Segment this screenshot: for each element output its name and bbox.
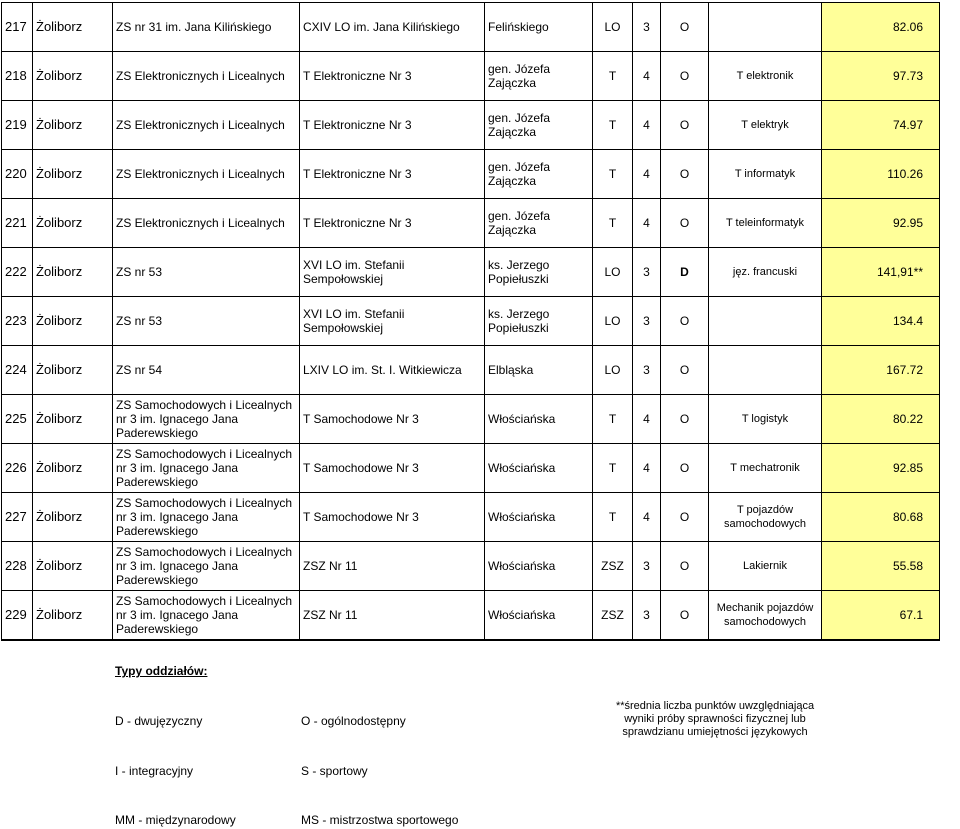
legend-note: **średnia liczba punktów uwzględniająca wyniki próby sprawności fizycznej lub sprawdzianu umiejętności językowych [615, 700, 815, 738]
street-cell: ks. Jerzego Popiełuszki [485, 297, 593, 346]
district-cell: Żoliborz [33, 248, 113, 297]
school-cell: ZS Elektronicznych i Licealnych [113, 101, 300, 150]
district-cell: Żoliborz [33, 493, 113, 542]
row-number: 222 [2, 248, 33, 297]
score-cell: 167.72 [822, 346, 940, 395]
score-cell: 97.73 [822, 52, 940, 101]
type-cell: T [593, 150, 633, 199]
type-cell: LO [593, 248, 633, 297]
unit-cell: ZSZ Nr 11 [300, 591, 485, 641]
years-cell: 4 [633, 52, 661, 101]
score-cell: 80.68 [822, 493, 940, 542]
table-row [2, 248, 940, 297]
score-cell: 141,91** [822, 248, 940, 297]
unit-cell: T Elektroniczne Nr 3 [300, 52, 485, 101]
row-number: 219 [2, 101, 33, 150]
specialization-cell: T mechatronik [709, 444, 822, 493]
table-row [2, 591, 940, 641]
years-cell: 4 [633, 493, 661, 542]
type-cell: ZSZ [593, 591, 633, 641]
school-cell: ZS nr 53 [113, 297, 300, 346]
specialization-cell: T elektryk [709, 101, 822, 150]
score-cell: 134.4 [822, 297, 940, 346]
unit-cell: T Samochodowe Nr 3 [300, 493, 485, 542]
school-cell: ZS nr 54 [113, 346, 300, 395]
unit-cell: T Samochodowe Nr 3 [300, 395, 485, 444]
years-cell: 3 [633, 346, 661, 395]
street-cell: Włościańska [485, 395, 593, 444]
table-row [2, 297, 940, 346]
street-cell: gen. Józefa Zajączka [485, 150, 593, 199]
specialization-cell: Lakiernik [709, 542, 822, 591]
street-cell: Włościańska [485, 493, 593, 542]
kind-cell: O [661, 542, 709, 591]
district-cell: Żoliborz [33, 3, 113, 52]
school-cell: ZS nr 53 [113, 248, 300, 297]
row-number: 229 [2, 591, 33, 641]
type-cell: ZSZ [593, 542, 633, 591]
row-number: 228 [2, 542, 33, 591]
row-number: 226 [2, 444, 33, 493]
kind-cell: O [661, 150, 709, 199]
table-row [2, 52, 940, 101]
score-cell: 92.95 [822, 199, 940, 248]
years-cell: 3 [633, 3, 661, 52]
district-cell: Żoliborz [33, 199, 113, 248]
legend-s: S - sportowy [301, 764, 368, 778]
legend-i: I - integracyjny [115, 764, 194, 778]
specialization-cell [709, 297, 822, 346]
years-cell: 4 [633, 150, 661, 199]
street-cell: Włościańska [485, 444, 593, 493]
years-cell: 4 [633, 395, 661, 444]
table-row [2, 199, 940, 248]
kind-cell: O [661, 444, 709, 493]
score-cell: 67.1 [822, 591, 940, 641]
row-number: 225 [2, 395, 33, 444]
specialization-cell: T elektronik [709, 52, 822, 101]
specialization-cell [709, 346, 822, 395]
district-cell: Żoliborz [33, 444, 113, 493]
district-cell: Żoliborz [33, 101, 113, 150]
score-cell: 80.22 [822, 395, 940, 444]
school-cell: ZS Samochodowych i Licealnych nr 3 im. Ignacego Jana Paderewskiego [113, 444, 300, 493]
kind-cell: D [661, 248, 709, 297]
specialization-cell [709, 3, 822, 52]
specialization-cell: T pojazdów samochodowych [709, 493, 822, 542]
unit-cell: XVI LO im. Stefanii Sempołowskiej [300, 248, 485, 297]
schools-table [1, 2, 940, 641]
row-number: 218 [2, 52, 33, 101]
street-cell: ks. Jerzego Popiełuszki [485, 248, 593, 297]
street-cell: Elbląska [485, 346, 593, 395]
school-cell: ZS Samochodowych i Licealnych nr 3 im. Ignacego Jana Paderewskiego [113, 542, 300, 591]
score-cell: 82.06 [822, 3, 940, 52]
years-cell: 4 [633, 444, 661, 493]
years-cell: 3 [633, 542, 661, 591]
school-cell: ZS Samochodowych i Licealnych nr 3 im. Ignacego Jana Paderewskiego [113, 591, 300, 641]
type-cell: T [593, 101, 633, 150]
district-cell: Żoliborz [33, 591, 113, 641]
kind-cell: O [661, 346, 709, 395]
kind-cell: O [661, 3, 709, 52]
kind-cell: O [661, 493, 709, 542]
row-number: 223 [2, 297, 33, 346]
legend-ms: MS - mistrzostwa sportowego [301, 813, 459, 827]
table-row [2, 150, 940, 199]
row-number: 224 [2, 346, 33, 395]
table-row [2, 395, 940, 444]
school-cell: ZS Samochodowych i Licealnych nr 3 im. Ignacego Jana Paderewskiego [113, 493, 300, 542]
district-cell: Żoliborz [33, 150, 113, 199]
unit-cell: LXIV LO im. St. I. Witkiewicza [300, 346, 485, 395]
kind-cell: O [661, 199, 709, 248]
table-row [2, 493, 940, 542]
specialization-cell: Mechanik pojazdów samochodowych [709, 591, 822, 641]
score-cell: 110.26 [822, 150, 940, 199]
street-cell: Włościańska [485, 542, 593, 591]
school-cell: ZS nr 31 im. Jana Kilińskiego [113, 3, 300, 52]
row-number: 220 [2, 150, 33, 199]
years-cell: 3 [633, 591, 661, 641]
row-number: 221 [2, 199, 33, 248]
table-row [2, 3, 940, 52]
type-cell: T [593, 52, 633, 101]
unit-cell: T Elektroniczne Nr 3 [300, 101, 485, 150]
row-number: 227 [2, 493, 33, 542]
years-cell: 3 [633, 297, 661, 346]
kind-cell: O [661, 101, 709, 150]
unit-cell: CXIV LO im. Jana Kilińskiego [300, 3, 485, 52]
specialization-cell: T teleinformatyk [709, 199, 822, 248]
years-cell: 4 [633, 199, 661, 248]
district-cell: Żoliborz [33, 52, 113, 101]
school-cell: ZS Elektronicznych i Licealnych [113, 199, 300, 248]
school-cell: ZS Elektronicznych i Licealnych [113, 150, 300, 199]
street-cell: Włościańska [485, 591, 593, 641]
years-cell: 4 [633, 101, 661, 150]
specialization-cell: T logistyk [709, 395, 822, 444]
type-cell: LO [593, 297, 633, 346]
unit-cell: T Elektroniczne Nr 3 [300, 150, 485, 199]
kind-cell: O [661, 52, 709, 101]
district-cell: Żoliborz [33, 346, 113, 395]
type-cell: LO [593, 3, 633, 52]
district-cell: Żoliborz [33, 542, 113, 591]
school-cell: ZS Samochodowych i Licealnych nr 3 im. Ignacego Jana Paderewskiego [113, 395, 300, 444]
unit-cell: T Elektroniczne Nr 3 [300, 199, 485, 248]
years-cell: 3 [633, 248, 661, 297]
type-cell: T [593, 493, 633, 542]
street-cell: gen. Józefa Zajączka [485, 101, 593, 150]
score-cell: 55.58 [822, 542, 940, 591]
kind-cell: O [661, 395, 709, 444]
kind-cell: O [661, 591, 709, 641]
legend-mm: MM - międzynarodowy [115, 813, 236, 827]
district-cell: Żoliborz [33, 297, 113, 346]
specialization-cell: jęz. francuski [709, 248, 822, 297]
unit-cell: ZSZ Nr 11 [300, 542, 485, 591]
legend-o: O - ogólnodostępny [301, 714, 406, 728]
type-cell: T [593, 199, 633, 248]
street-cell: gen. Józefa Zajączka [485, 199, 593, 248]
legend-title: Typy oddziałów: [115, 664, 208, 678]
score-cell: 92.85 [822, 444, 940, 493]
district-cell: Żoliborz [33, 395, 113, 444]
specialization-cell: T informatyk [709, 150, 822, 199]
street-cell: Felińskiego [485, 3, 593, 52]
kind-cell: O [661, 297, 709, 346]
table-row [2, 101, 940, 150]
type-cell: T [593, 395, 633, 444]
street-cell: gen. Józefa Zajączka [485, 52, 593, 101]
table-row [2, 444, 940, 493]
school-cell: ZS Elektronicznych i Licealnych [113, 52, 300, 101]
legend-d: D - dwujęzyczny [115, 714, 203, 728]
type-cell: T [593, 444, 633, 493]
type-cell: LO [593, 346, 633, 395]
row-number: 217 [2, 3, 33, 52]
unit-cell: XVI LO im. Stefanii Sempołowskiej [300, 297, 485, 346]
unit-cell: T Samochodowe Nr 3 [300, 444, 485, 493]
score-cell: 74.97 [822, 101, 940, 150]
table-row [2, 346, 940, 395]
table-row [2, 542, 940, 591]
